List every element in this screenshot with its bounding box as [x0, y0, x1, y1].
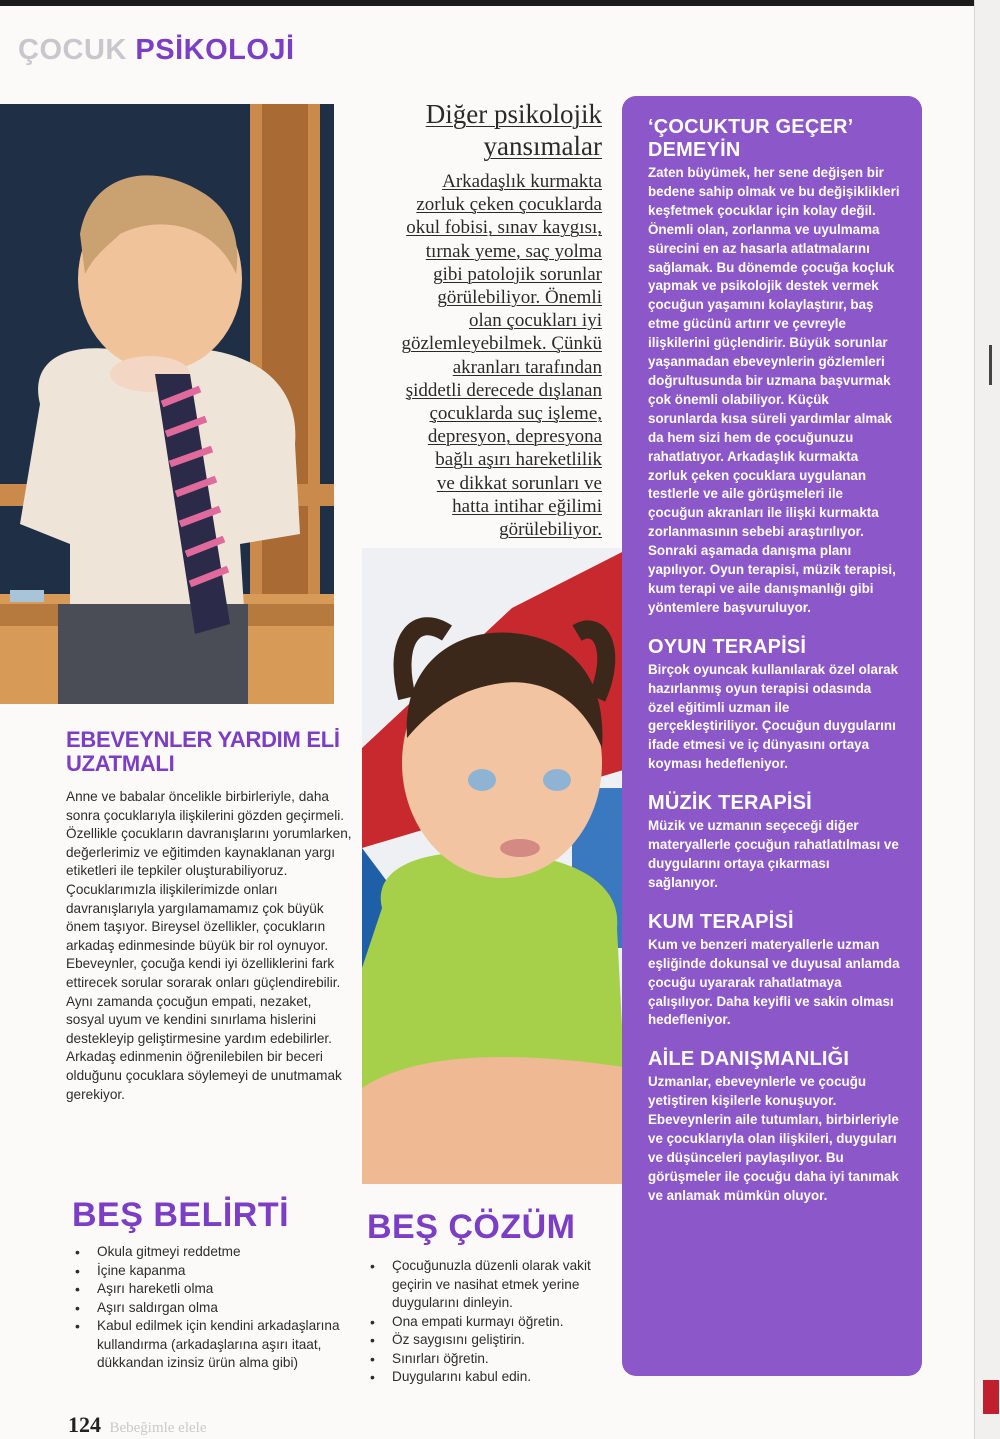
sidebar-body: Uzmanlar, ebeveynlerle ve çocuğu yetiştiren kişilerle konuşuyor. Ebeveynlerin aile tutumları, birbirleriyle ve çocuklarıyla olan ilişkileri, duyguları ve düşünceleri paylaşılıyor. Bu görüşmeler ile çocuğu daha iyi tanımak ve anlamak mümkün oluyor.: [648, 1074, 899, 1203]
parents-body: Anne ve babalar öncelikle birbirleriyle, daha sonra çocuklarıyla ilişkilerini gözden geçirmeli. Özellikle çocukların davranışlarını yorumlarken, değerlerimiz ve eğitimden kaynaklanan yargı etiketleri ile tepkiler oluşturabiliyoruz. Çocuklarımızla ilişkilerimizde onları davranışlarıyla yargılamamamız çok büyük önem taşıyor. Bireysel özellikler, çocukların arkadaş edinmesinde büyük bir rol oynuyor. Ebeveynler, çocuğa kendi iyi özelliklerini fark ettirecek sorular sorarak onları güçlendirebilir. Aynı zamanda çocuğun empati, nezaket, sosyal uyum ve kendini sınırlama hislerini destekleyip geliştirmesine yardım edebilirler. Arkadaş edinmenin öğrenilebilen bir beceri olduğunu çocuklara söylemeyi de unutmamak gerekiyor.: [66, 789, 352, 1102]
sidebar-body: Müzik ve uzmanın seçeceği diğer materyallerle çocuğun rahatlatılması ve duygularını ortaya çıkarması sağlanıyor.: [648, 818, 899, 890]
section-header-part1: ÇOCUK: [18, 34, 127, 66]
boy-photo: [0, 104, 334, 704]
highlight-line: Arkadaşlık kurmakta: [442, 171, 602, 192]
five-signs-section: [72, 1196, 362, 1373]
girl-photo: [362, 548, 630, 1184]
parents-title: EBEVEYNLER YARDIM ELİ UZATMALI: [66, 727, 340, 776]
highlight-line: görülebiliyor. Önemli: [437, 287, 602, 309]
edge-tab: [983, 1380, 999, 1414]
edge-mark: [989, 345, 992, 385]
sidebar-block-muzik: [648, 792, 900, 893]
sidebar-body: Birçok oyuncak kullanılarak özel olarak hazırlanmış oyun terapisi odasında özel eğitimli uzman ile gerçekleştiriliyor. Çocuğun duygularını ifade etmesi ve iç dünyasını ortaya koyması hedefleniyor.: [648, 661, 899, 772]
list-item: • Ona empati kurmayı öğretin.: [367, 1313, 627, 1332]
list-item: • Sınırları öğretin.: [367, 1350, 627, 1369]
list-item: • Aşırı saldırgan olma: [72, 1299, 362, 1318]
five-solutions-list: [367, 1257, 627, 1387]
highlight-line: gözlemleyebilmek. Çünkü: [401, 333, 602, 355]
highlight-line: akranları tarafından: [452, 356, 602, 378]
sidebar-title: AİLE DANIŞMANLIĞI: [648, 1048, 850, 1071]
sidebar-body: Zaten büyümek, her sene değişen bir bedene sahip olmak ve bu değişiklikleri keşfetmek çocuklar için kolay değil. Önemli olan, zorlanma ve uyulmama sürecini en az hasarla atlatmalarını sağlamak. Bu dönemde çocuğa koçluk yapmak ve psikolojik destek vermek çocuğun yaşamını kolaylaştırır, baş etme gücünü artırır ve çevreyle ilişkilerini güçlendirir. Büyük sorunlar yaşanmadan ebeveynlerin gözlemleri doğrultusunda bir uzmana başvurmak çok önemli olabiliyor. Küçük sorunlarda kısa süreli yardımlar almak da hem sizi hem de çocuğunuzu rahatlatıyor. Arkadaşlık kurmakta zorluk çeken çocuklara uygulanan testlerle ve aile görüşmeleri ile çocuğun akranları ile ilişki kurmakta zorlanmasının sebebi araştırılıyor. Sonraki aşamada danışma planı yapılıyor. Oyun terapisi, müzik terapisi, kum terapi ve aile danışmanlığı gibi yöntemlere başvuruluyor.: [648, 165, 900, 615]
therapy-sidebar: [622, 96, 922, 1376]
sidebar-body: Kum ve benzeri materyallerle uzman eşliğinde dokunsal ve duyusal anlamda çocuğu uyararak rahatlatmaya çalışılıyor. Daha keyifli ve sakin olması hedefleniyor.: [648, 936, 900, 1028]
sidebar-title: MÜZİK TERAPİSİ: [648, 792, 812, 815]
five-solutions-title: BEŞ ÇÖZÜM: [367, 1208, 576, 1246]
sidebar-block-cocuktur: [648, 116, 900, 618]
list-item: • Kabul edilmek için kendini arkadaşlarına kullandırma (arkadaşlarına aşırı itaat, dükkandan izinsiz ürün alma gibi): [72, 1317, 362, 1373]
sidebar-title: ‘ÇOCUKTUR GEÇER’ DEMEYİN: [648, 116, 853, 161]
list-item: • İçine kapanma: [72, 1262, 362, 1281]
highlight-line: şiddetli derecede dışlanan: [405, 379, 602, 401]
parents-section: [66, 728, 352, 1104]
five-signs-title: BEŞ BELİRTİ: [72, 1196, 290, 1234]
highlight-line: çocuklarda suç işleme,: [429, 403, 602, 425]
highlight-line: tırnak yeme, saç yolma: [425, 240, 602, 262]
top-rule: [0, 0, 975, 6]
list-item: • Öz saygısını geliştirin.: [367, 1331, 627, 1350]
five-solutions-section: [367, 1208, 627, 1387]
highlight-line: depresyon, depresyona: [427, 426, 602, 448]
highlight-line: gibi patolojik sorunlar: [433, 263, 602, 285]
list-item: • Aşırı hareketli olma: [72, 1280, 362, 1299]
section-header-part2: PSİKOLOJİ: [135, 34, 295, 66]
highlight-line: bağlı aşırı hareketlilik: [435, 449, 602, 471]
highlight-line: zorluk çeken çocuklarda: [416, 194, 602, 216]
sidebar-title: OYUN TERAPİSİ: [648, 635, 807, 658]
magazine-name: Bebeğimle elele: [109, 1420, 207, 1436]
next-page-edge: [974, 0, 1000, 1439]
highlight-article: [352, 98, 602, 541]
highlight-line: görülebiliyor.: [499, 519, 602, 541]
highlight-line: olan çocukları iyi: [469, 310, 602, 332]
five-signs-list: [72, 1243, 362, 1373]
page-number: 124: [68, 1412, 101, 1437]
highlight-line: okul fobisi, sınav kaygısı,: [406, 217, 602, 239]
section-header: [18, 34, 295, 67]
list-item: • Duygularını kabul edin.: [367, 1368, 627, 1387]
list-item: • Okula gitmeyi reddetme: [72, 1243, 362, 1262]
list-item: • Çocuğunuzla düzenli olarak vakit geçirin ve nasihat etmek yerine duygularını dinleyin.: [367, 1257, 627, 1313]
sidebar-block-aile: [648, 1048, 900, 1205]
sidebar-block-kum: [648, 911, 900, 1031]
highlight-title: Diğer psikolojik yansımalar: [425, 99, 602, 161]
sidebar-block-oyun: [648, 636, 900, 774]
page-footer: [68, 1412, 207, 1438]
highlight-line: hatta intihar eğilimi: [452, 495, 602, 517]
highlight-line: ve dikkat sorunları ve: [436, 472, 602, 494]
sidebar-title: KUM TERAPİSİ: [648, 910, 794, 933]
